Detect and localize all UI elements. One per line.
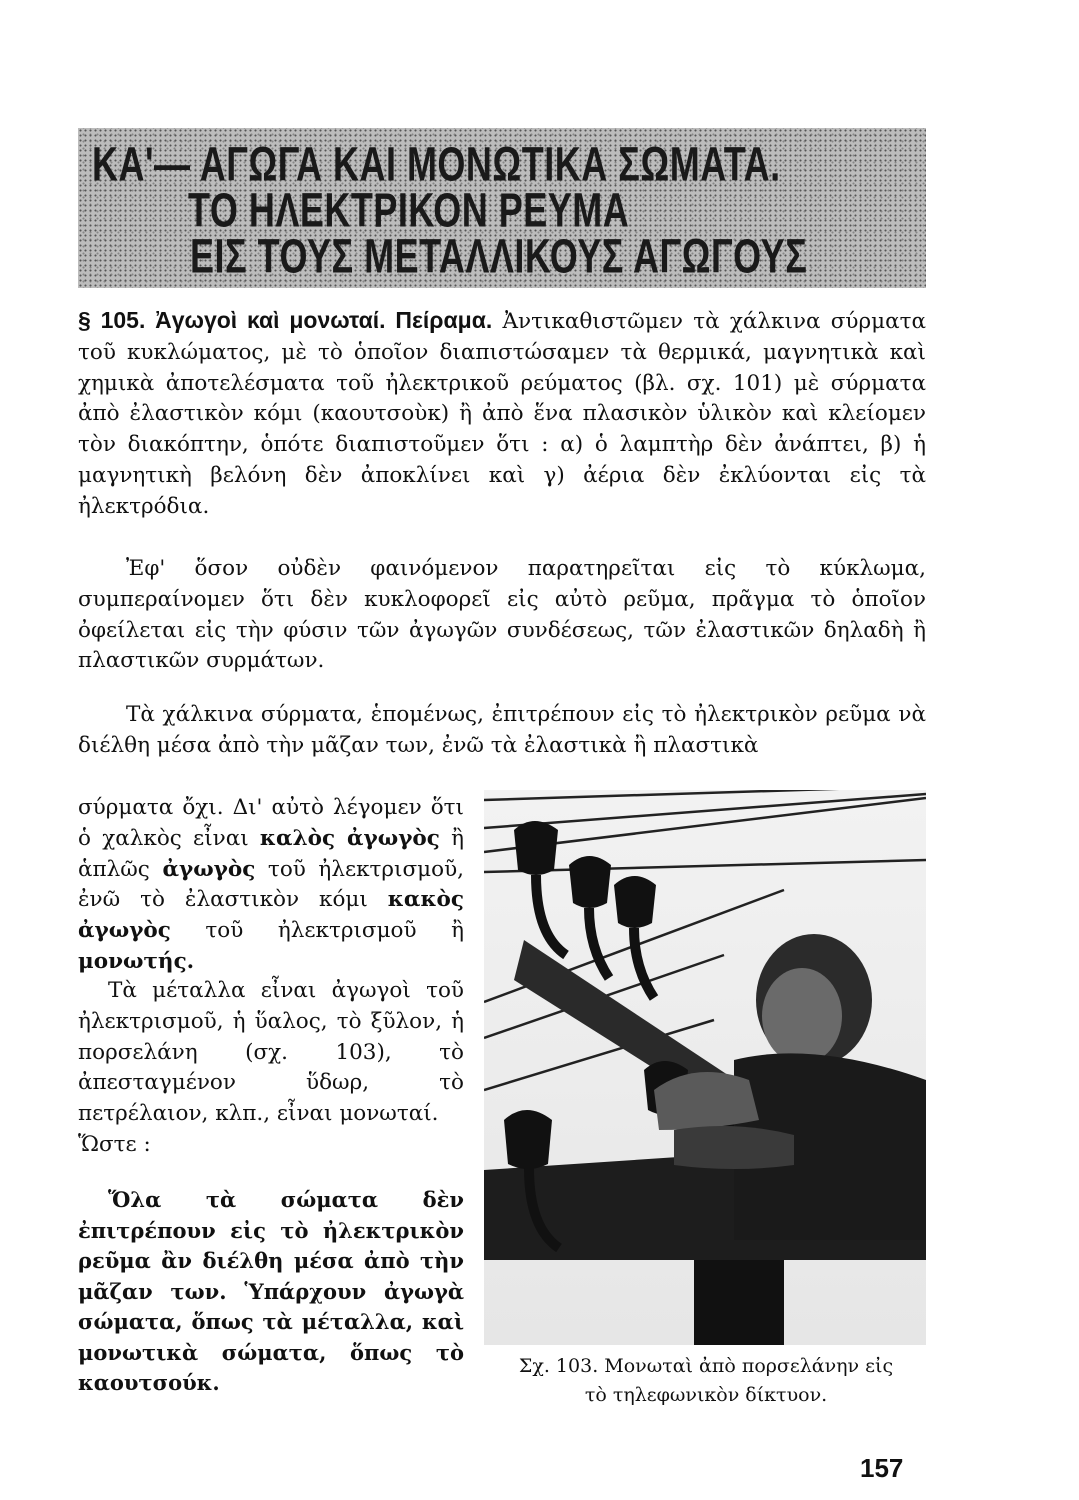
paragraph-experiment <box>78 305 926 523</box>
paragraph-metals-end: Ὥστε : <box>78 1131 151 1157</box>
figure-insulators-photo <box>484 790 926 1345</box>
banner-line-3: ΕΙΣ ΤΟΥΣ ΜΕΤΑΛΛΙΚΟΥΣ ΑΓΩΓΟΥΣ <box>190 228 808 284</box>
paragraph-copper-wires: Τὰ χάλκινα σύρματα, ἑπομένως, ἐπιτρέπουν εἰς τὸ ἠλεκτρικὸν ρεῦμα νὰ διέλθη μέσα ἀπὸ τὴν μᾶζαν των, ἐνῶ τὰ ἐλαστικὰ ἢ πλαστικὰ <box>78 702 926 758</box>
figure-caption <box>478 1352 934 1410</box>
insulators-illustration <box>484 790 926 1345</box>
term-bad-conductor: κακὸς ἀγωγὸς <box>78 887 464 944</box>
page-number: 157 <box>860 1453 904 1483</box>
banner-line-1: ΚΑ'— ΑΓΩΓΑ ΚΑΙ ΜΟΝΩΤΙΚΑ ΣΩΜΑΤΑ. <box>92 136 781 192</box>
term-conductor: ἀγωγὸς <box>162 856 256 882</box>
banner-line-2: ΤΟ ΗΛΕΚΤΡΙΚΟΝ ΡΕΥΜΑ <box>188 182 630 238</box>
text-fragment: σύρματα ὄχι. Δι' αὐτὸ λέγομεν ὅτι ὁ χαλκὸς εἶναι <box>78 795 464 851</box>
paragraph-metals <box>78 976 464 1161</box>
paragraph-good-conductor <box>78 793 464 978</box>
term-insulator: μονωτής. <box>78 948 195 974</box>
text-fragment: ἢ ἁπλῶς <box>78 825 464 882</box>
caption-line-1: Σχ. 103. Μονωταὶ ἀπὸ πορσελάνην εἰς <box>518 1355 894 1377</box>
text-fragment: τοῦ ἠλεκτρισμοῦ, ἐνῶ τὸ ἐλαστικὸν κόμι <box>78 856 464 913</box>
paragraph-experiment-text: Ἀντικαθιστῶμεν τὰ χάλκινα σύρματα τοῦ κυκλώματος, μὲ τὸ ὁποῖον διαπιστώσαμεν τὰ θερμικά, μαγνητικὰ καὶ χημικὰ ἀποτελέσματα τοῦ ἠλεκτρικοῦ ρεύματος (βλ. σχ. 101) μὲ σύρματα ἀπὸ ἐλαστικὸν κόμι (καουτσοὺκ) ἢ ἀπὸ ἕνα πλασικὸν ὑλικὸν καὶ κλείομεν τὸν διακόπτην, ὁπότε διαπιστοῦμεν ὅτι : α) ὁ λαμπτὴρ δὲν ἀνάπτει, β) ἡ μαγνητικὴ βελόνη δὲν ἀποκλίνει καὶ γ) ἀέρια δὲν ἐκλύονται εἰς τὰ ἠλεκτρόδια. <box>78 309 927 519</box>
chapter-banner <box>78 128 926 288</box>
paragraph-conclusion: Ἐφ' ὅσον οὐδὲν φαινόμενον παρατηρεῖται εἰς τὸ κύκλωμα, συμπεραίνομεν ὅτι δὲν κυκλοφορεῖ εἰς αὐτὸ ρεῦμα, πρᾶγμα τὸ ὁποῖον ὀφείλεται εἰς τὴν φύσιν τῶν ἀγωγῶν συνδέσεως, τῶν ἐλαστικῶν δηλαδὴ ἢ πλαστικῶν συρμάτων. <box>78 556 926 674</box>
caption-line-2: τὸ τηλεφωνικὸν δίκτυον. <box>584 1384 828 1406</box>
paragraph-metals-text: Τὰ μέταλλα εἶναι ἀγωγοὶ τοῦ ἠλεκτρισμοῦ, ἡ ὕαλος, τὸ ξῦλον, ἡ πορσελάνη (σχ. 103), τὸ ἀπεσταγμένον ὕδωρ, τὸ πετρέλαιον, κλπ., εἶναι μονωταί. <box>78 978 464 1127</box>
text-fragment: τοῦ ἠλεκτρισμοῦ ἢ <box>205 918 465 944</box>
section-heading: § 105. Ἀγωγοὶ καὶ μονωταί. Πείραμα. <box>78 307 493 333</box>
summary-box: Ὅλα τὰ σώματα δὲν ἐπιτρέπουν εἰς τὸ ἠλεκτρικὸν ρεῦμα ἂν διέλθη μέσα ἀπὸ τὴν μᾶζαν των. Ὑπάρχουν ἀγωγὰ σώματα, ὅπως τὰ μέταλλα, καὶ μονωτικὰ σώματα, ὅπως τὸ καουτσούκ. <box>78 1187 464 1395</box>
term-good-conductor: καλὸς ἀγωγὸς <box>259 825 440 851</box>
